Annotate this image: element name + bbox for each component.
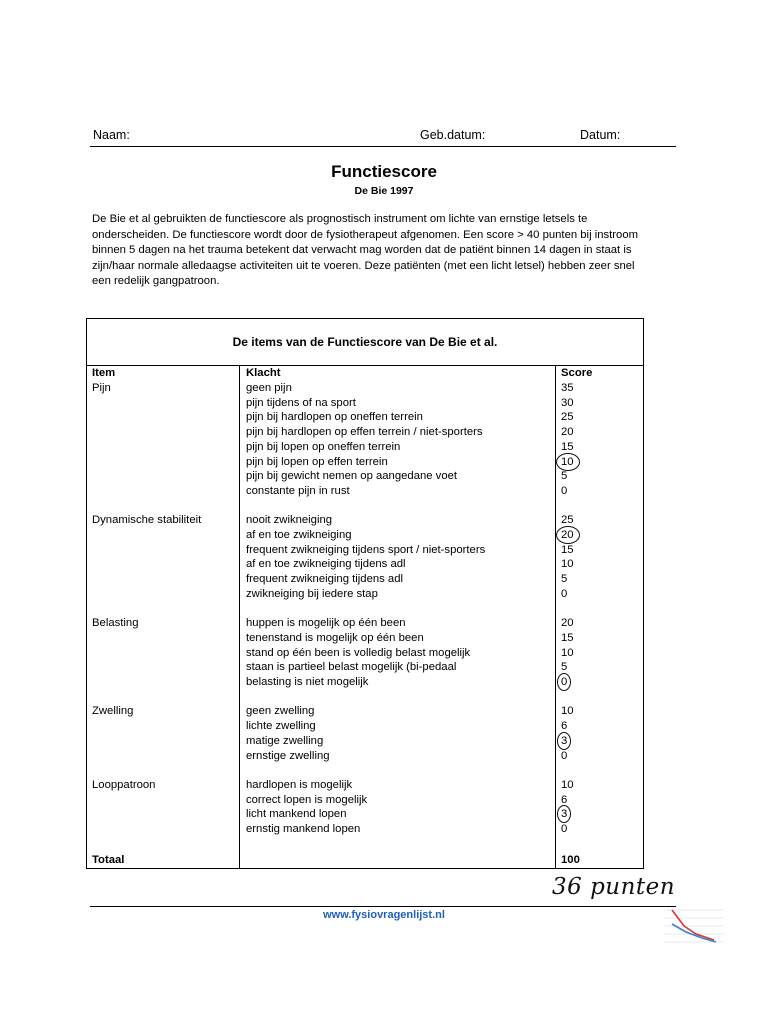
intro-line: onderscheiden. De functiescore wordt door de fysiotherapeut afgenomen. Een score > 40 punten bij instroom [92,228,639,241]
selected-score-circle [557,673,571,691]
selected-score-circle [556,526,580,544]
column-header-item: Item [92,367,116,379]
klacht-cell: geen pijn [246,382,292,394]
klacht-cell: staan is partieel belast mogelijk (bi-pedaal [246,661,457,674]
klacht-cell: af en toe zwikneiging tijdens adl [246,558,406,571]
klacht-cell: ernstig mankend lopen [246,823,361,835]
klacht-cell: geen zwelling [246,705,315,718]
total-label: Totaal [92,854,125,866]
score-cell: 0 [561,749,568,762]
score-cell: 3 [561,808,568,821]
klacht-cell: pijn tijdens of na sport [246,396,356,409]
column-header-klacht: Klacht [246,367,281,379]
item-label: Zwelling [92,705,134,718]
intro-line: De Bie et al gebruikten de functiescore als prognostisch instrument om lichte van ernstige letsels te [92,213,588,225]
page-title: Functiescore [331,162,437,181]
item-label: Belasting [92,617,139,630]
klacht-cell: nooit zwikneiging [246,514,333,527]
score-cell: 30 [561,396,574,409]
item-label: Dynamische stabiliteit [92,514,202,527]
klacht-cell: licht mankend lopen [246,808,347,821]
score-cell: 5 [561,573,568,586]
klacht-cell: pijn bij gewicht nemen op aangedane voet [246,470,458,483]
score-cell: 15 [561,543,574,556]
dob-label: Geb.datum: [420,128,486,142]
intro-paragraph [92,212,672,290]
column-divider-score [555,365,556,869]
score-cell: 6 [561,793,568,806]
total-score: 100 [561,854,580,866]
klacht-cell: frequent zwikneiging tijdens sport / niet-sporters [246,543,486,556]
name-label: Naam: [93,128,130,142]
klacht-cell: pijn bij hardlopen op effen terrein / niet-sporters [246,426,483,439]
handwritten-total: 36 punten [552,874,676,900]
date-label: Datum: [580,128,621,142]
score-cell: 35 [561,382,574,394]
score-cell: 10 [561,455,574,468]
klacht-cell: matige zwelling [246,734,324,747]
klacht-cell: ernstige zwelling [246,749,330,762]
column-header-score: Score [561,367,593,379]
intro-line: zijn/haar normale alledaagse activiteiten uit te voeren. Deze patiënten (met een licht letsel) hebben zeer snel [92,259,635,272]
score-cell: 10 [561,646,574,659]
klacht-cell: constante pijn in rust [246,484,350,497]
score-cell: 10 [561,705,574,718]
column-divider-item [239,365,240,869]
klacht-cell: af en toe zwikneiging [246,529,352,541]
score-cell: 15 [561,631,574,644]
klacht-cell: belasting is niet mogelijk [246,676,369,688]
klacht-cell: hardlopen is mogelijk [246,778,353,791]
page-subtitle: De Bie 1997 [354,185,414,197]
klacht-cell: pijn bij lopen op effen terrein [246,455,388,468]
score-cell: 6 [561,720,568,733]
score-cell: 25 [561,514,574,527]
score-cell: 20 [561,529,574,541]
klacht-cell: lichte zwelling [246,720,316,733]
klacht-cell: stand op één been is volledig belast mogelijk [246,646,471,659]
score-cell: 5 [561,470,568,483]
score-cell: 25 [561,411,574,424]
score-cell: 15 [561,440,574,453]
fysiovragenlijst-logo-icon [662,904,726,946]
klacht-cell: correct lopen is mogelijk [246,793,368,806]
score-cell: 10 [561,558,574,571]
score-cell: 5 [561,661,568,674]
selected-score-circle [556,453,580,471]
selected-score-circle [557,732,571,750]
intro-line: een redelijk gangpatroon. [92,275,220,287]
item-label: Looppatroon [92,778,156,791]
table-title: De items van de Functiescore van De Bie et al. [232,335,498,349]
score-cell: 10 [561,778,574,791]
footer-rule [90,906,676,907]
score-cell: 20 [561,617,574,630]
klacht-cell: huppen is mogelijk op één been [246,617,406,630]
score-cell: 0 [561,587,568,600]
klacht-cell: pijn bij lopen op oneffen terrein [246,440,401,453]
score-cell: 3 [561,734,568,747]
score-cell: 20 [561,426,574,439]
score-cell: 0 [561,676,568,688]
score-cell: 0 [561,484,568,497]
item-label: Pijn [92,382,111,394]
header-rule [90,146,676,147]
klacht-cell: frequent zwikneiging tijdens adl [246,573,403,586]
klacht-cell: tenenstand is mogelijk op één been [246,631,424,644]
intro-line: binnen 5 dagen na het trauma betekent dat verwacht mag worden dat de patiënt binnen 14 dagen in staat is [92,244,632,256]
score-cell: 0 [561,823,568,835]
footer-link[interactable]: www.fysiovragenlijst.nl [323,909,445,921]
klacht-cell: pijn bij hardlopen op oneffen terrein [246,411,423,424]
klacht-cell: zwikneiging bij iedere stap [246,587,378,600]
